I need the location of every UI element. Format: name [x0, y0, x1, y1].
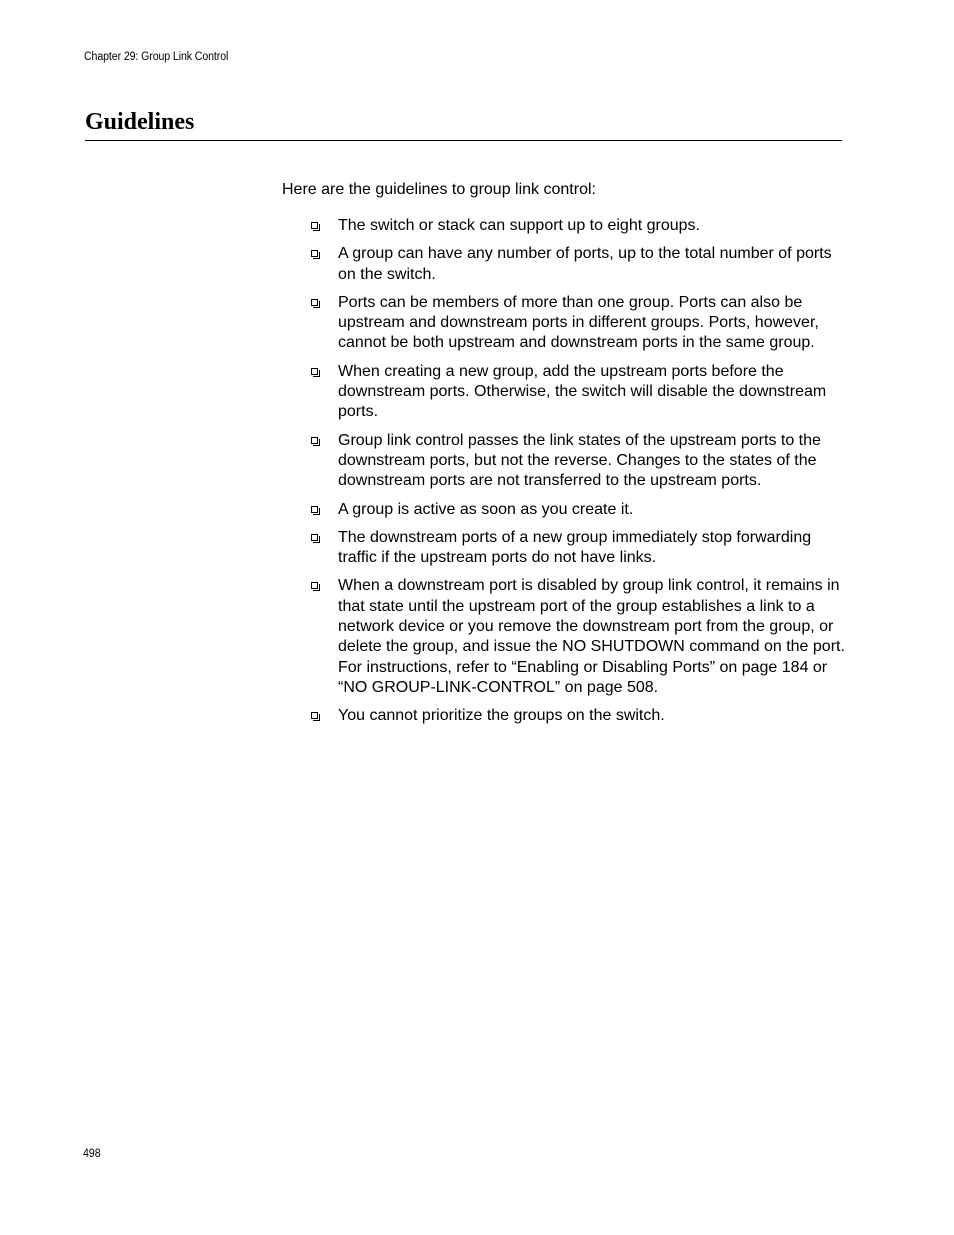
checkbox-bullet-icon — [311, 712, 318, 719]
list-item-text: You cannot prioritize the groups on the switch. — [338, 707, 665, 725]
list-item-text: Ports can be members of more than one group. Ports can also be upstream and downstream ports in different groups. Ports, however, cannot be both upstream and downstream ports in the same group. — [338, 293, 819, 352]
list-item — [311, 362, 846, 423]
list-item — [311, 216, 846, 236]
checkbox-bullet-icon — [311, 534, 318, 541]
list-item — [311, 706, 846, 726]
list-item-text: A group is active as soon as you create it. — [338, 500, 634, 518]
section-title: Guidelines — [85, 109, 195, 135]
list-item — [311, 431, 846, 492]
list-item — [311, 293, 846, 354]
intro-paragraph: Here are the guidelines to group link control: — [282, 181, 596, 198]
list-item-text: When a downstream port is disabled by group link control, it remains in that state until the upstream port of the group establishes a link to a network device or you remove the downstream port from the group, or delete the group, and issue the NO SHUTDOWN command on the port. For instructions, refer to “Enabling or Disabling Ports” on page 184 or “NO GROUP-LINK-CONTROL” on page 508. — [338, 577, 845, 696]
list-item — [311, 500, 846, 520]
page-number: 498 — [83, 1148, 101, 1160]
checkbox-bullet-icon — [311, 299, 318, 306]
checkbox-bullet-icon — [311, 437, 318, 444]
checkbox-bullet-icon — [311, 582, 318, 589]
checkbox-bullet-icon — [311, 250, 318, 257]
list-item — [311, 528, 846, 569]
checkbox-bullet-icon — [311, 222, 318, 229]
list-item-text: The downstream ports of a new group immediately stop forwarding traffic if the upstream ports do not have links. — [338, 528, 812, 567]
list-item-text: The switch or stack can support up to eight groups. — [338, 217, 700, 234]
list-item-text: A group can have any number of ports, up to the total number of ports on the switch. — [338, 245, 832, 283]
list-item — [311, 576, 846, 698]
checkbox-bullet-icon — [311, 506, 318, 513]
list-item-text: When creating a new group, add the upstream ports before the downstream ports. Otherwise, the switch will disable the downstream ports. — [338, 362, 827, 421]
list-item-text: Group link control passes the link states of the upstream ports to the downstream ports, but not the reverse. Changes to the states of the downstream ports are not transferred to the upstream ports. — [338, 431, 821, 490]
running-header: Chapter 29: Group Link Control — [84, 51, 229, 63]
guidelines-list — [311, 216, 846, 735]
checkbox-bullet-icon — [311, 368, 318, 375]
list-item — [311, 244, 846, 285]
title-rule — [85, 140, 842, 141]
